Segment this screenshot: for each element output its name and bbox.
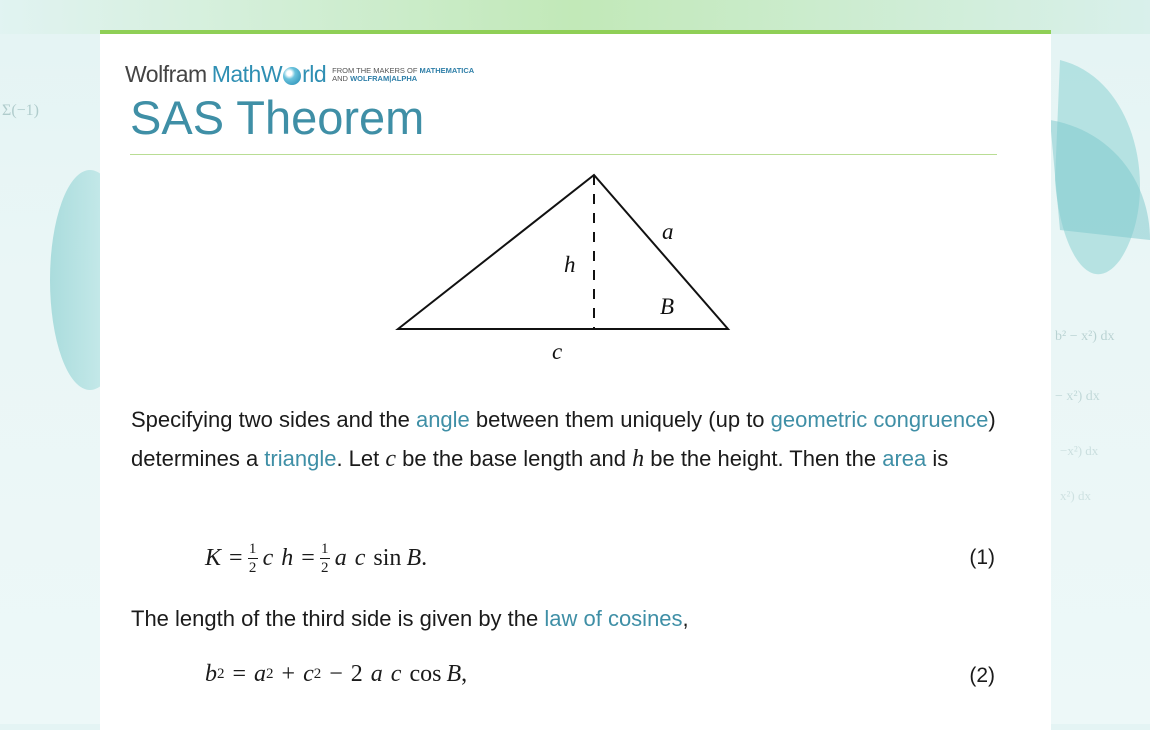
link-angle[interactable]: angle — [415, 407, 470, 432]
eq1-sin: sin — [373, 544, 402, 571]
eq2-exp: 2 — [217, 665, 225, 682]
eq2-equals: = — [232, 660, 247, 687]
frac-num: 1 — [248, 540, 257, 557]
eq1-period: . — [421, 544, 428, 571]
text-segment: is — [926, 446, 949, 471]
eq1-c-2: c — [354, 544, 366, 571]
eq2-cos: cos — [409, 660, 442, 687]
link-law-of-cosines[interactable]: law of cosines — [544, 606, 683, 631]
globe-icon — [283, 67, 301, 85]
svg-text:b² − x²) dx: b² − x²) dx — [1055, 329, 1115, 344]
text-segment: ) determines a — [131, 407, 996, 471]
equation-1-number: (1) — [969, 546, 995, 569]
label-h: h — [564, 252, 576, 277]
logo-wolfram-text: Wolfram — [125, 61, 207, 87]
svg-text:− x²) dx: − x²) dx — [1055, 389, 1100, 404]
eq1-equals-2: = — [301, 544, 315, 571]
text-segment: be the base length and — [396, 446, 633, 471]
eq2-B: B — [446, 660, 462, 687]
tagline-prefix-1: FROM THE MAKERS OF — [332, 66, 418, 75]
frac-num: 1 — [321, 540, 329, 557]
svg-text:Σ(−1): Σ(−1) — [2, 102, 39, 119]
tagline-wolframalpha: WOLFRAM|ALPHA — [350, 74, 418, 83]
article-card — [100, 30, 1051, 730]
math-var-h: h — [632, 446, 645, 472]
text-segment: . Let — [336, 446, 386, 471]
link-geometric-congruence[interactable]: geometric congruence — [770, 407, 989, 432]
triangle-shape — [398, 175, 728, 329]
text-segment: between them uniquely (up to — [469, 407, 771, 432]
page-title: SAS Theorem — [130, 91, 425, 144]
svg-text:−x²) dx: −x²) dx — [1060, 443, 1099, 458]
eq1-fraction-half-2 — [320, 541, 330, 576]
equation-2-number: (2) — [969, 664, 995, 687]
text-segment: be the height. Then the — [644, 446, 883, 471]
eq2-two: 2 — [350, 660, 363, 687]
svg-text:x²) dx: x²) dx — [1060, 488, 1091, 503]
equation-2 — [205, 656, 467, 692]
label-c: c — [552, 339, 563, 364]
link-triangle[interactable]: triangle — [264, 446, 337, 471]
frac-den: 2 — [321, 559, 329, 576]
eq1-fraction-half — [248, 541, 258, 576]
eq1-equals: = — [229, 544, 243, 571]
math-var-c: c — [385, 446, 397, 472]
equation-1 — [205, 534, 427, 582]
logo-mathworld-text — [212, 61, 326, 88]
eq1-h: h — [281, 544, 294, 571]
frac-den: 2 — [248, 559, 257, 576]
eq2-a-2: a — [370, 660, 383, 687]
logo-tagline — [332, 67, 474, 83]
eq2-exp-a: 2 — [266, 665, 274, 682]
eq2-a: a — [254, 660, 267, 687]
triangle-figure — [390, 171, 750, 371]
text-segment: , — [682, 606, 689, 631]
eq2-c-2: c — [390, 660, 402, 687]
text-segment: The length of the third side is given by the — [131, 606, 545, 631]
eq2-minus: − — [329, 660, 343, 687]
label-b: B — [660, 294, 675, 319]
title-divider — [130, 154, 997, 155]
tagline-mathematica: MATHEMATICA — [419, 66, 475, 75]
eq1-B: B — [406, 544, 422, 571]
eq2-c: c — [303, 660, 314, 687]
eq2-b: b — [205, 660, 217, 687]
logo-math: Math — [211, 61, 261, 87]
cosines-paragraph — [131, 599, 1001, 638]
intro-paragraph — [131, 400, 1001, 479]
logo-w: W — [260, 61, 283, 87]
tagline-prefix-2: AND — [332, 74, 348, 83]
eq1-a: a — [334, 544, 347, 571]
eq1-K: K — [205, 544, 222, 571]
eq2-exp-c: 2 — [313, 665, 322, 682]
text-segment: Specifying two sides and the — [131, 407, 416, 432]
eq2-plus: + — [281, 660, 296, 687]
site-logo[interactable] — [125, 60, 474, 88]
eq2-comma: , — [461, 660, 468, 687]
eq1-c: c — [262, 544, 274, 571]
logo-rld: rld — [302, 61, 327, 87]
link-area[interactable]: area — [882, 446, 927, 471]
label-a: a — [662, 219, 674, 244]
